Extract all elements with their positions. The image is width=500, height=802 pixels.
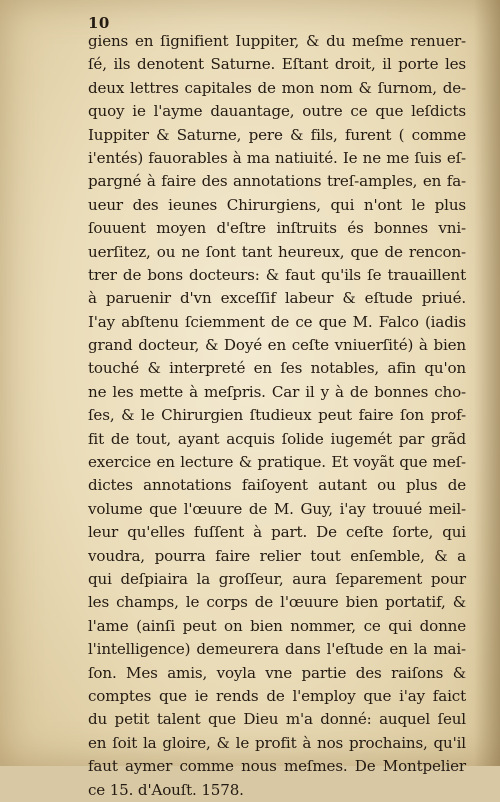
text-line: ſes, & le Chirurgien ſtudieux peut faire ſon prof- (88, 406, 466, 425)
text-line: en ſoit la gloire, & le profit à nos prochains, qu'il (88, 733, 466, 752)
text-line: du petit talent que Dieu m'a donné: auquel ſeul (88, 710, 466, 729)
text-line: I'ay abſtenu ſciemment de ce que M. Falco (iadis (88, 312, 466, 331)
text-line: giens en ſignifient Iuppiter, & du meſme renuer- (88, 32, 466, 50)
page-edge-shadow (474, 0, 500, 766)
text-line: ce 15. d'Aouſt. 1578. (88, 780, 244, 799)
text-line: grand docteur, & Doyé en ceſte vniuerſité) à bien (88, 336, 466, 355)
text-line: ſé, ils denotent Saturne. Eſtant droit, il porte les (88, 55, 466, 74)
text-line: deux lettres capitales de mon nom & ſurnom, de- (88, 78, 466, 97)
text-line: trer de bons docteurs: & faut qu'ils ſe trauaillent (88, 265, 466, 284)
text-line: exercice en lecture & pratique. Et voyãt que meſ- (88, 453, 466, 472)
text-line: i'entés) fauorables à ma natiuité. Ie ne me ſuis eſ- (88, 148, 466, 167)
text-line: Iuppiter & Saturne, pere & fils, furent ( comme (88, 125, 466, 144)
text-line: uerſitez, ou ne ſont tant heureux, que de rencon- (88, 242, 466, 261)
text-line: l'intelligence) demeurera dans l'eſtude en la mai- (88, 640, 466, 659)
text-line: pargné à faire des annotations treſ-amples, en fa- (88, 172, 466, 191)
text-line: l'ame (ainſi peut on bien nommer, ce qui donne (88, 616, 466, 635)
text-line: ſouuent moyen d'eſtre inſtruits és bonnes vni- (88, 219, 466, 238)
text-line: quoy ie l'ayme dauantage, outre ce que leſdicts (88, 102, 466, 121)
text-line: ne les mette à meſpris. Car il y à de bonnes cho- (88, 382, 466, 401)
text-line: volume que l'œuure de M. Guy, i'ay trouué meil- (88, 499, 466, 518)
text-line: voudra, pourra faire relier tout enſemble, & a (88, 546, 466, 565)
text-line: les champs, le corps de l'œuure bien portatif, & (88, 593, 466, 612)
text-line: dictes annotations faiſoyent autant ou plus de (88, 476, 466, 495)
text-line: ſon. Mes amis, voyla vne partie des raiſons & (88, 663, 466, 682)
text-line: touché & interpreté en ſes notables, afin qu'on (88, 359, 466, 378)
page-number: 10 (88, 14, 110, 32)
body-text (88, 30, 466, 802)
text-line: leur qu'elles fuſſent à part. De ceſte ſorte, qui (88, 523, 466, 542)
text-line: ueur des ieunes Chirurgiens, qui n'ont le plus (88, 195, 466, 214)
text-line: qui deſpiaira la groſſeur, aura ſeparement pour (88, 569, 466, 588)
text-line: fit de tout, ayant acquis ſolide iugemét par grãd (88, 429, 466, 448)
text-line: à paruenir d'vn exceſſif labeur & eſtude priué. (88, 289, 466, 308)
text-line: comptes que ie rends de l'employ que i'ay faict (88, 686, 466, 705)
text-line: faut aymer comme nous meſmes. De Montpelier (88, 757, 466, 776)
